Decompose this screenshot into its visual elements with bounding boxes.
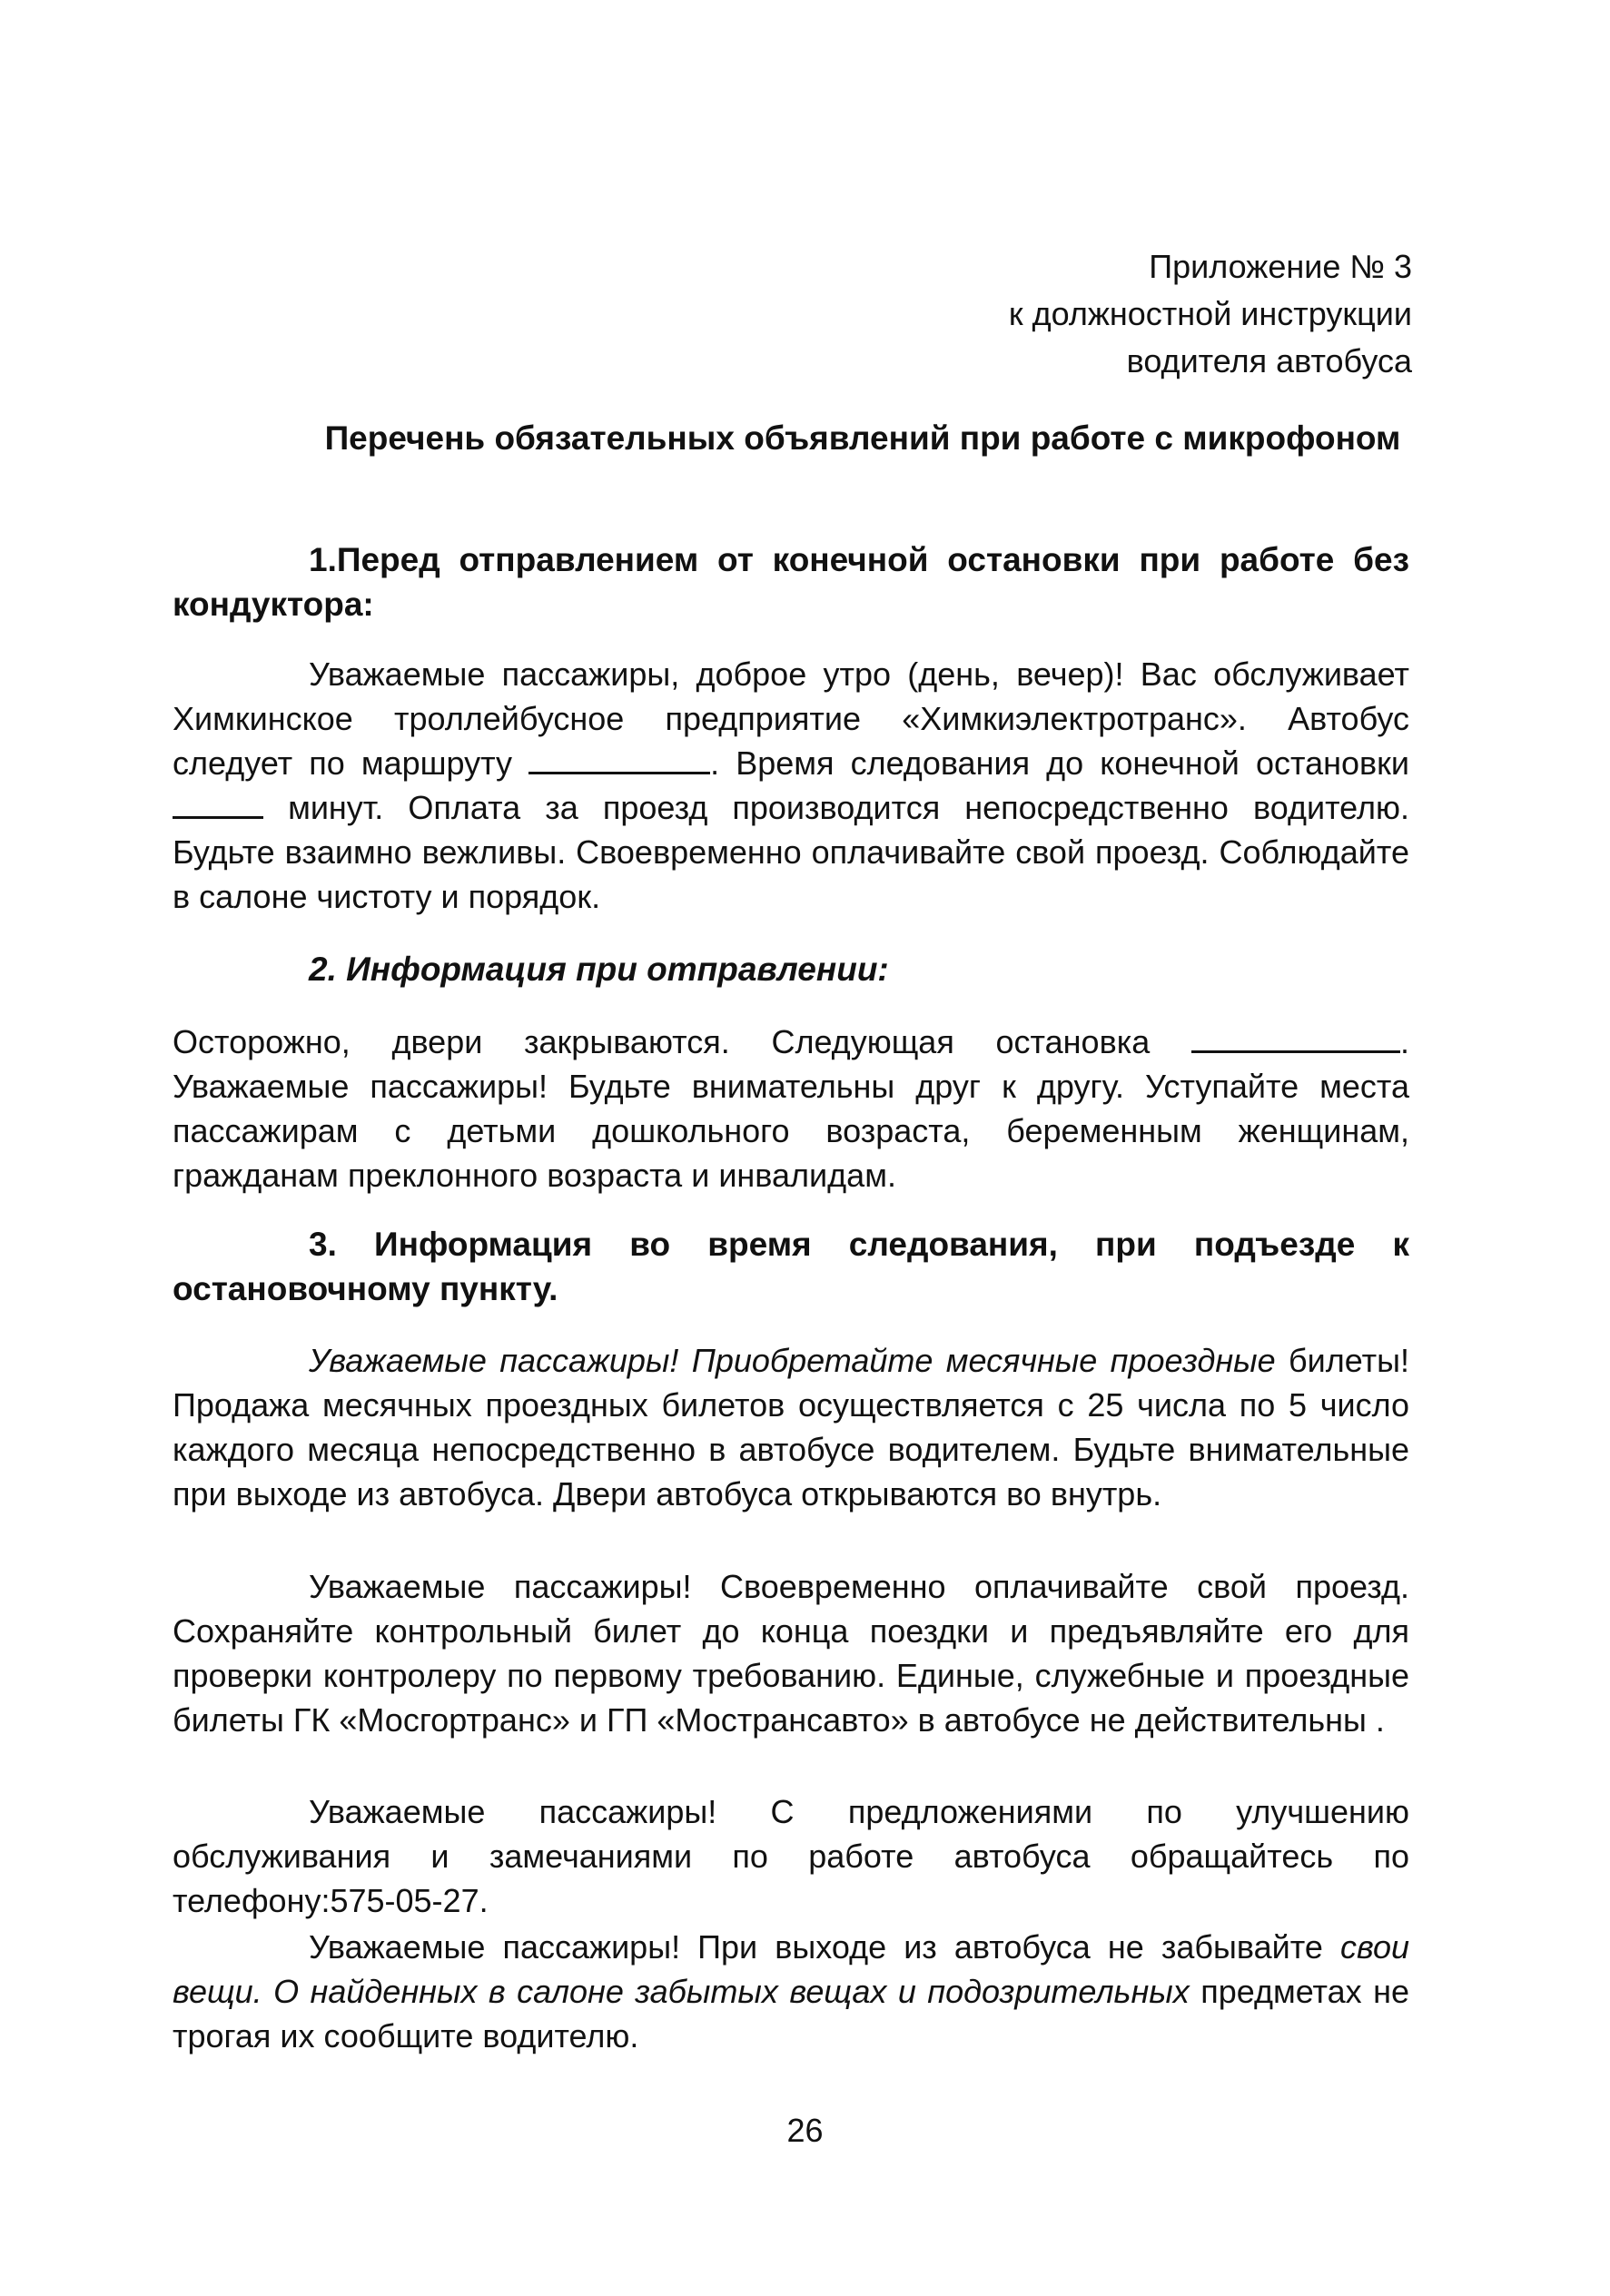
paragraph-4-end: предметах не трогая их сообщите водителю. bbox=[173, 1973, 1409, 2055]
section-2-heading: 2. Информация при отправлении: bbox=[309, 951, 889, 988]
section-1-heading: 1.Перед отправлением от конечной остановки при работе без кондуктора: bbox=[173, 541, 1409, 623]
appendix-position: водителя автобуса bbox=[1126, 342, 1412, 379]
section-3-paragraph-2: Уважаемые пассажиры! Своевременно оплачивайте свой проезд. Сохраняйте контрольный билет до конца поездки и предъявляйте его для проверки контролеру по первому требованию. Единые, служебные и проездные билеты ГК «Мосгортранс» и ГП «Мострансавто» в автобусе не действительны . bbox=[173, 1568, 1409, 1739]
section-2-text bbox=[173, 1020, 1409, 1197]
section-3-heading: 3. Информация во время следования, при подъезде к остановочному пункту. bbox=[173, 1226, 1409, 1307]
appendix-number: Приложение № 3 bbox=[1149, 248, 1412, 285]
section-3-paragraph-4 bbox=[173, 1925, 1409, 2058]
travel-time-blank bbox=[173, 789, 263, 819]
section-2-text-part2: . Уважаемые пассажиры! Будьте внимательны друг к другу. Уступайте места пассажирам с детьми дошкольного возраста, беременным женщинам, гражданам преклонного возраста и инвалидам. bbox=[173, 1023, 1409, 1194]
appendix-reference: к должностной инструкции bbox=[1008, 295, 1412, 332]
section-1-text-part2: . Время следования до конечной остановки bbox=[710, 744, 1409, 782]
document-title: Перечень обязательных объявлений при работе с микрофоном bbox=[324, 419, 1401, 457]
section-1-text-part1: Уважаемые пассажиры, доброе утро (день, вечер)! Вас обслуживает Химкинское троллейбусное предприятие «Химкиэлектротранс». Автобус следует по маршруту bbox=[173, 655, 1409, 782]
route-number-blank bbox=[528, 744, 710, 774]
page-number: 26 bbox=[786, 2112, 824, 2149]
section-3-paragraph-3: Уважаемые пассажиры! С предложениями по улучшению обслуживания и замечаниями по работе автобуса обращайтесь по телефону:575-05-27. bbox=[173, 1793, 1409, 1919]
appendix-header bbox=[1009, 243, 1412, 385]
paragraph-4-italic: свои вещи. О найденных в салоне забытых вещах и подозрительных bbox=[173, 1928, 1409, 2010]
next-stop-blank bbox=[1191, 1023, 1400, 1053]
section-1-text-part3: минут. Оплата за проезд производится непосредственно водителю. Будьте взаимно вежливы. Своевременно оплачивайте свой проезд. Соблюдайте в салоне чистоту и порядок. bbox=[173, 789, 1409, 915]
section-1-text bbox=[173, 652, 1409, 919]
section-3-paragraph-1 bbox=[173, 1338, 1409, 1516]
paragraph-4-start: Уважаемые пассажиры! При выходе из автобуса не забывайте bbox=[309, 1928, 1323, 1966]
section-2-text-part1: Осторожно, двери закрываются. Следующая остановка bbox=[173, 1023, 1151, 1060]
paragraph-1-rest: билеты! Продажа месячных проездных билетов осуществляется с 25 числа по 5 число каждого месяца непосредственно в автобусе водителем. Будьте внимательные при выходе из автобуса. Двери автобуса открываются во внутрь. bbox=[173, 1342, 1409, 1513]
paragraph-1-italic: Уважаемые пассажиры! Приобретайте месячные проездные bbox=[309, 1342, 1276, 1379]
